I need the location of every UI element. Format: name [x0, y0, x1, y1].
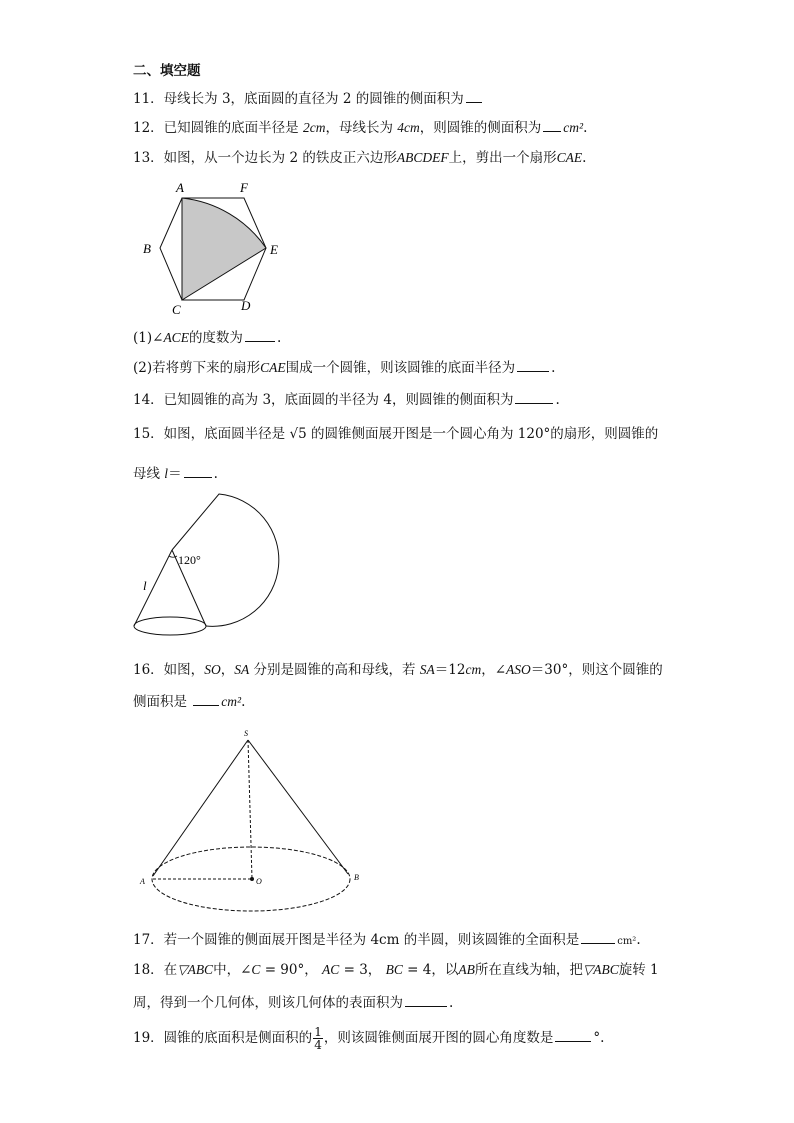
label-a-cone: A	[140, 877, 145, 886]
q18-ac: AC	[322, 962, 340, 977]
question-16-line2	[133, 692, 245, 711]
q16-eq1: ＝12	[434, 662, 466, 678]
question-18-line2	[133, 993, 453, 1012]
q16-cond1: SA	[419, 662, 435, 677]
q19-pre: 19．圆锥的底面积是侧面积的	[133, 1030, 313, 1046]
q13-end: .	[582, 150, 587, 166]
q17-unit: cm²	[617, 936, 637, 947]
q13-sub1-end: .	[276, 330, 282, 346]
q16-mid: 分别是圆锥的高和母线，若	[249, 662, 420, 678]
q18-c-eq: = 90°，	[260, 962, 323, 978]
question-17	[133, 930, 641, 951]
angle-label: 120°	[178, 553, 201, 567]
q18-mid: 中，∠	[213, 962, 252, 978]
q18-line2: 周，得到一个几何体，则该几何体的表面积为	[133, 995, 403, 1011]
hexagon-figure	[130, 178, 290, 320]
question-13	[133, 149, 586, 167]
q18-end: .	[449, 995, 454, 1011]
answer-blank	[193, 692, 219, 706]
cone-base-back	[134, 617, 206, 626]
q15-post: 的圆锥侧面展开图是一个圆心角为 120°的扇形，则圆锥的	[306, 426, 659, 442]
q16-line2: 侧面积是	[133, 694, 192, 710]
question-18	[133, 961, 659, 979]
q18-tri2: ▽ABC	[582, 962, 619, 977]
label-c: C	[172, 302, 181, 317]
q17-text: 17．若一个圆锥的侧面展开图是半径为 4cm 的半圆，则该圆锥的全面积是	[133, 932, 580, 948]
q16-aso: ASO	[506, 662, 531, 677]
answer-blank	[581, 930, 615, 944]
q16-comma: ，∠	[481, 662, 507, 678]
fraction-denominator: 4	[314, 1038, 322, 1052]
q18-tri: ▽ABC	[177, 962, 214, 977]
label-d: D	[241, 298, 251, 313]
q15-sqrt: √5	[289, 426, 307, 442]
q15-line2-pre: 母线	[133, 466, 165, 482]
q19-post: ，则该圆锥侧面展开图的圆心角度数是	[323, 1030, 554, 1046]
q16-pre: 16．如图，	[133, 662, 205, 678]
answer-blank	[543, 118, 561, 132]
center-point	[250, 877, 254, 881]
answer-blank	[555, 1028, 591, 1042]
q12-v2: 4cm	[397, 120, 420, 135]
height-so	[248, 740, 252, 879]
question-19	[133, 1026, 604, 1051]
q12-end: .	[583, 120, 588, 136]
q13-text2: 上，剪出一个扇形	[448, 150, 557, 166]
q18-ac-eq: = 3，	[339, 962, 386, 978]
fraction-numerator: 1	[314, 1025, 322, 1039]
angle-arc	[169, 556, 177, 557]
q16-unit: cm²	[221, 694, 242, 709]
q12-mid: ，母线长为	[325, 120, 398, 136]
answer-blank	[515, 390, 553, 404]
label-a: A	[176, 180, 184, 195]
answer-blank	[184, 464, 212, 478]
q13-sub1-angle: ACE	[163, 330, 189, 345]
q13-sub2-post: 围成一个圆锥，则该圆锥的底面半径为	[285, 360, 516, 376]
cone-base-ellipse	[134, 626, 206, 635]
q15-l: l	[164, 466, 169, 481]
q18-post: 所在直线为轴，把	[474, 962, 583, 978]
q15-pre: 15．如图，底面圆半径是	[133, 426, 290, 442]
q15-eq: ＝	[168, 466, 182, 482]
question-16	[133, 661, 663, 679]
q13-sub2-end: .	[551, 360, 556, 376]
q12-v1: 2cm	[302, 120, 326, 135]
q13-sub1-post: 的度数为	[188, 330, 243, 346]
q16-sa: SA	[234, 662, 250, 677]
label-l: l	[143, 578, 147, 593]
question-13-2	[133, 358, 555, 377]
generatrix-sb	[248, 740, 348, 874]
question-13-1	[133, 328, 281, 347]
q13-hex: ABCDEF	[396, 150, 449, 165]
label-o: O	[256, 877, 262, 886]
question-12	[133, 118, 587, 137]
q18-bc-eq: = 4，以	[402, 962, 459, 978]
label-b-cone: B	[354, 873, 359, 882]
q13-sector: CAE	[556, 150, 583, 165]
q18-post2: 旋转 1	[618, 962, 659, 978]
question-15-line2	[133, 464, 218, 483]
q12-unit: cm²	[563, 120, 584, 135]
q16-end: .	[241, 694, 246, 710]
answer-blank	[245, 328, 275, 342]
q13-sub2-pre: (2)若将剪下来的扇形	[133, 360, 261, 376]
q13-sub1-pre: (1)∠	[133, 330, 164, 346]
q18-bc: BC	[385, 962, 403, 977]
q16-sep: ，	[220, 662, 235, 678]
q12-pre: 12．已知圆锥的底面半径是	[133, 120, 303, 136]
q12-post: ，则圆锥的侧面积为	[419, 120, 542, 136]
q18-ab: AB	[458, 962, 475, 977]
question-15	[133, 425, 658, 443]
q14-text: 14．已知圆锥的高为 3，底面圆的半径为 4，则圆锥的侧面积为	[133, 392, 514, 408]
label-e: E	[270, 242, 278, 257]
section-title: 二、填空题	[133, 63, 201, 79]
answer-blank	[517, 358, 549, 372]
cone-left-edge	[134, 550, 172, 626]
fraction-one-quarter	[313, 1026, 323, 1051]
q11-text: 11．母线长为 3，底面圆的直径为 2 的圆锥的侧面积为	[133, 91, 464, 107]
cone-sector-figure	[128, 492, 258, 642]
q16-so: SO	[204, 662, 221, 677]
generatrix-sa	[153, 740, 248, 876]
q13-sub2-sector: CAE	[260, 360, 286, 375]
q18-c: C	[251, 962, 261, 977]
sector-cae	[182, 198, 266, 300]
answer-blank	[466, 89, 482, 103]
q16-cm: cm	[465, 662, 482, 677]
q15-end: .	[213, 466, 218, 482]
q17-end: .	[636, 932, 641, 948]
label-b: B	[143, 241, 151, 256]
q18-pre: 18．在	[133, 962, 178, 978]
q16-eq2: ＝30°，则这个圆锥的	[530, 662, 663, 678]
question-11	[133, 89, 484, 108]
q19-end: °.	[593, 1030, 605, 1046]
q13-text: 13．如图，从一个边长为 2 的铁皮正六边形	[133, 150, 397, 166]
question-14	[133, 390, 560, 409]
label-f: F	[240, 180, 248, 195]
cone-3d-figure	[136, 724, 376, 920]
label-s: S	[244, 729, 248, 738]
q14-end: .	[555, 392, 560, 408]
answer-blank	[405, 993, 447, 1007]
